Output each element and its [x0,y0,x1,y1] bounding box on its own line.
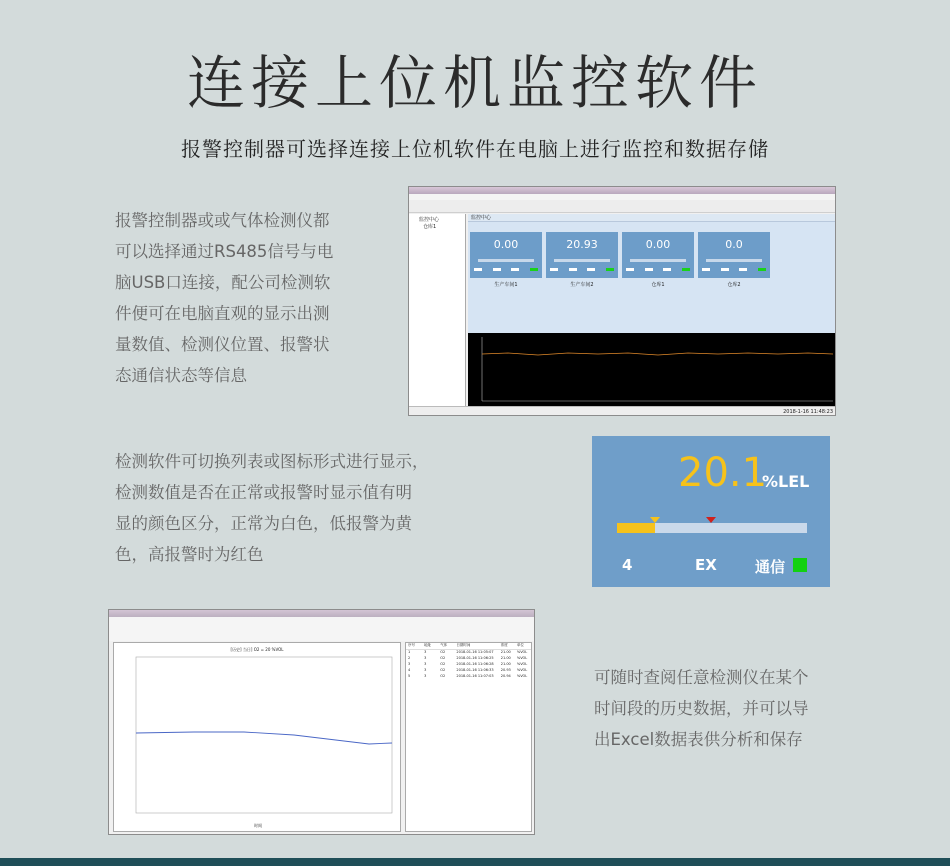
sensor-level-bar [630,259,686,262]
table-cell: O2 [440,668,446,672]
sensor-cards [468,222,836,340]
sensor-value: 0.00 [645,238,671,251]
realtime-chart-svg [468,333,836,406]
gas-type: EX [695,556,717,574]
table-cell: 21.00 [500,650,511,654]
sensor-card [546,232,618,278]
para-line: 报警控制器或或气体检测仪都 [115,211,330,230]
table-cell: 2018-01-16 11:07:03 [456,674,494,678]
history-plot [113,642,401,832]
table-cell: 2018-01-16 11:06:28 [456,662,494,666]
table-cell: 4 [408,668,411,672]
para-line: 出Excel数据表供分析和保存 [594,730,803,749]
table-cell: O2 [440,662,446,666]
history-software-screenshot [108,609,535,835]
col-header: 单位 [516,643,524,647]
para-line: 脑USB口连接，配公司检测软 [115,273,331,292]
table-cell: 20.93 [500,668,511,672]
table-cell: 5 [408,674,411,678]
para-line: 可以选择通过RS485信号与电 [115,242,334,261]
table-cell: 3 [408,662,411,666]
sensor-status-row [702,268,766,272]
table-row [406,674,531,680]
table-cell: %VOL [516,674,528,678]
para-line: 显的颜色区分，正常为白色，低报警为黄 [115,514,412,533]
table-cell: 3 [424,656,427,660]
status-time: 2018-1-16 11:48:23 [783,409,833,415]
para-line: 检测软件可切换列表或图标形式进行显示， [115,452,429,471]
monitor-software-screenshot [408,186,836,416]
sensor-value: 0.00 [493,238,519,251]
table-cell: 2018-01-16 11:05:07 [456,650,494,654]
sensor-status-row [474,268,538,272]
sensor-value: 0.0 [725,238,743,251]
table-cell: O2 [440,674,446,678]
table-cell: 20.94 [500,674,511,678]
status-bar [409,406,836,416]
page-title: 连接上位机监控软件 [186,49,763,117]
table-cell: 2018-01-16 11:06:25 [456,656,494,660]
reading-level-track [617,523,807,533]
sensor-card [470,232,542,278]
history-chart-title: [历史] 当日] O2 = 20 %VOL [230,647,284,652]
window-titlebar [109,610,534,617]
sensor-value: 20.93 [566,238,598,251]
monitor-panel [468,214,836,406]
table-cell: %VOL [516,668,528,672]
reading-level-fill [617,523,655,533]
para-line: 时间段的历史数据，并可以导 [594,699,809,718]
sensor-card [698,232,770,278]
table-cell: %VOL [516,656,528,660]
col-header: 气体 [440,643,448,647]
col-header: 序号 [408,643,415,647]
sensor-level-bar [706,259,762,262]
table-cell: 2 [408,656,411,660]
realtime-chart [468,333,836,406]
high-alarm-marker-icon [706,517,716,523]
display-paragraph [115,446,460,570]
device-tree [409,214,466,406]
table-cell: 3 [424,650,427,654]
table-cell: 3 [424,668,427,672]
table-cell: O2 [440,656,446,660]
sensor-level-bar [478,259,534,262]
para-line: 量数值、检测仪位置、报警状 [115,335,330,354]
tree-item: 仓库1 [423,224,437,230]
table-cell: 3 [424,674,427,678]
footer-band [0,858,950,866]
table-cell: %VOL [516,650,528,654]
reading-unit: %LEL [762,472,810,491]
history-table [405,642,532,832]
sensor-location: 仓库2 [727,282,741,288]
para-line: 件便可在电脑直观的显示出测 [115,304,330,323]
table-cell: O2 [440,650,446,654]
para-line: 可随时查阅任意检测仪在某个 [594,668,809,687]
table-header [406,643,531,650]
comm-label: 通信 [755,558,786,576]
table-cell: %VOL [516,662,528,666]
sensor-location: 仓库1 [651,282,665,288]
window-titlebar [409,187,835,194]
table-cell: 2018-01-16 11:06:33 [456,668,494,672]
sensor-location: 生产车间2 [570,282,594,288]
table-cell: 21.00 [500,662,511,666]
para-line: 态通信状态等信息 [115,366,247,385]
detector-number: 4 [622,556,633,574]
sensor-location: 生产车间1 [494,282,518,288]
history-chart-svg [114,651,402,829]
toolbar [409,200,835,213]
col-header: 浓度 [500,643,508,647]
history-xlabel: 时间 [254,823,262,828]
history-paragraph [594,662,839,755]
para-line: 检测数值是否在正常或报警时显示值有明 [115,483,412,502]
intro-paragraph [115,205,365,391]
low-alarm-marker-icon [650,517,660,523]
table-cell: 21.00 [500,656,511,660]
query-bar [109,617,534,641]
comm-status-icon [793,558,807,572]
reading-value: 20.1 [678,450,768,496]
para-line: 色，高报警时为红色 [115,545,264,564]
page-subtitle: 报警控制器可选择连接上位机软件在电脑上进行监控和数据存储 [181,137,769,161]
sensor-status-row [550,268,614,272]
col-header: 地址 [424,643,432,647]
gas-reading-card [592,436,830,587]
col-header: 日期时间 [456,643,471,647]
table-cell: 1 [408,650,411,654]
monitor-header: 监控中心 [468,214,836,222]
tree-item: 监控中心 [419,217,440,223]
sensor-card [622,232,694,278]
table-cell: 3 [424,662,427,666]
sensor-status-row [626,268,690,272]
sensor-level-bar [554,259,610,262]
